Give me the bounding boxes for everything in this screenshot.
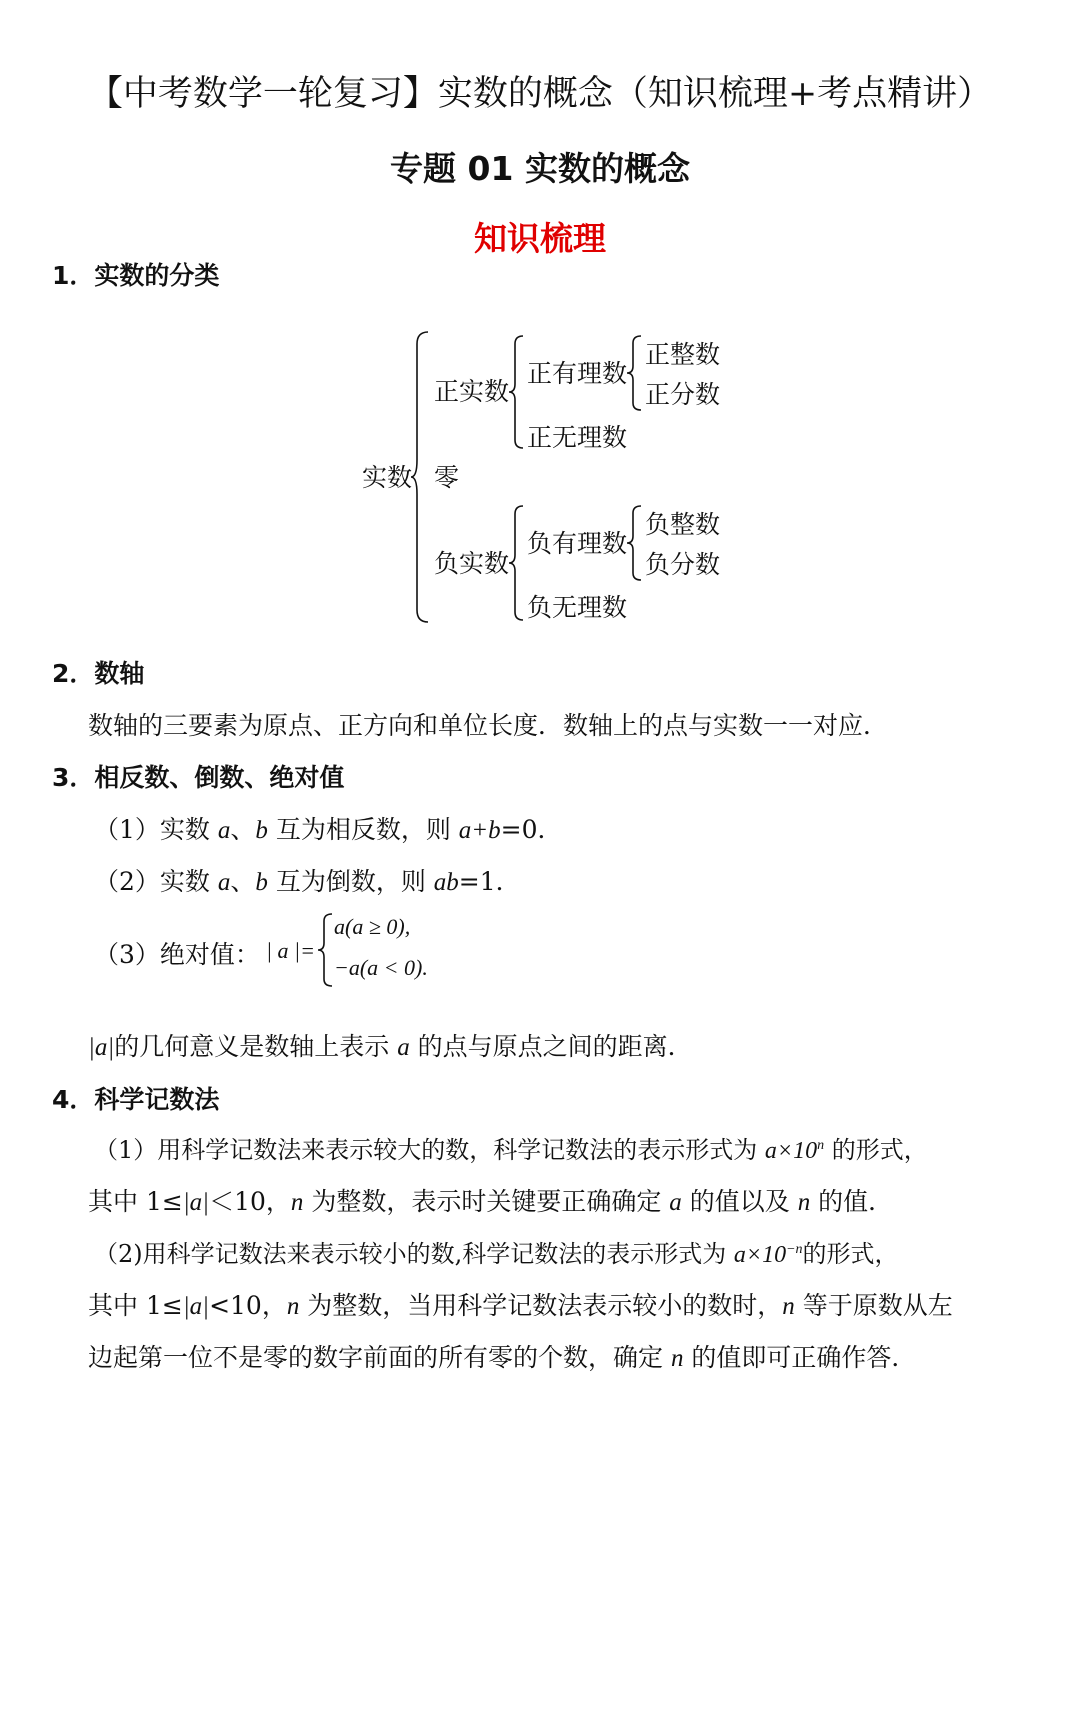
- item3-case-negative: −a(a < 0).: [334, 955, 428, 980]
- p1-part2: 的形式，: [824, 1136, 928, 1164]
- item1-middle: 互为相反数，则: [267, 815, 459, 844]
- p1-l2-part5: 的值．: [810, 1187, 894, 1216]
- item1-suffix: =0．: [500, 815, 563, 844]
- absolute-value-meaning: [88, 1027, 693, 1063]
- p2-var-n2: n: [782, 1293, 795, 1320]
- p2-abs: |a|: [182, 1293, 210, 1320]
- item3-label: （3）绝对值：: [94, 940, 260, 969]
- tree-positive-irrational: 正无理数: [527, 423, 628, 452]
- p2-l2-part3: 为整数，当用科学记数法表示较小的数时，: [299, 1291, 783, 1320]
- p1-var-n2: n: [797, 1189, 811, 1216]
- negative-rational-brace: [629, 504, 643, 582]
- item2-var-a: a: [217, 869, 231, 896]
- positive-brace: [511, 334, 525, 450]
- tree-negative-rational: 负有理数: [527, 529, 628, 558]
- negative-brace: [511, 504, 525, 622]
- geo-abs: |a|: [88, 1034, 115, 1061]
- p2-l2-part1: 其中 1≤: [88, 1291, 183, 1320]
- tree-negative-fraction: 负分数: [645, 550, 721, 579]
- tree-negative-integer: 负整数: [645, 510, 721, 539]
- absolute-value-brace: [320, 912, 334, 988]
- section-3-heading: 3．相反数、倒数、绝对值: [52, 763, 345, 792]
- p1-part1: （1）用科学记数法来表示较大的数，科学记数法的表示形式为: [94, 1136, 765, 1164]
- p2-l2-part2: <10，: [209, 1291, 287, 1320]
- p1-l2-part3: 为整数，表示时关键要正确确定: [303, 1187, 670, 1216]
- p2-part1: （2)用科学记数法来表示较小的数,科学记数法的表示形式为: [94, 1240, 734, 1268]
- tree-negative-irrational: 负无理数: [527, 593, 628, 622]
- sci-large-line2: [88, 1182, 893, 1218]
- item1-var-a: a: [217, 817, 231, 844]
- number-line-text: 数轴的三要素为原点、正方向和单位长度．数轴上的点与实数一一对应．: [88, 711, 889, 740]
- sci-small-line3: [88, 1338, 916, 1374]
- section-4-heading: 4．科学记数法: [52, 1085, 220, 1114]
- topic-title: 专题 01 实数的概念: [390, 149, 690, 188]
- p1-form-exp: n: [817, 1138, 825, 1153]
- item1-formula: a+b: [458, 817, 501, 844]
- p2-var-n3: n: [670, 1345, 684, 1372]
- item1-prefix: （1）实数: [94, 815, 218, 844]
- p2-var-n: n: [286, 1293, 300, 1320]
- reciprocal-item: [94, 862, 521, 898]
- section-title: 知识梳理: [474, 219, 606, 258]
- item2-formula: ab: [433, 869, 459, 896]
- item2-prefix: （2）实数: [94, 867, 218, 896]
- tree-zero: 零: [434, 463, 460, 492]
- tree-positive: 正实数: [434, 377, 510, 406]
- root-brace: [414, 330, 430, 624]
- tree-negative: 负实数: [434, 549, 510, 578]
- opposite-numbers-item: [94, 810, 563, 846]
- item1-var-b: b: [255, 817, 268, 844]
- p1-var-a: a: [669, 1189, 682, 1216]
- p2-part2: 的形式，: [802, 1240, 899, 1268]
- section-2-heading: 2．数轴: [52, 659, 145, 688]
- p1-form-base: a×10: [764, 1138, 818, 1164]
- geo-var: a: [397, 1034, 410, 1061]
- tree-positive-integer: 正整数: [645, 340, 721, 369]
- p2-line3-end: 的值即可正确作答．: [683, 1343, 917, 1372]
- positive-rational-brace: [629, 334, 643, 412]
- item1-sep: 、: [230, 815, 256, 844]
- item2-suffix: =1．: [458, 867, 521, 896]
- sci-small-line2: [88, 1286, 953, 1322]
- section-1-heading: 1．实数的分类: [52, 261, 220, 290]
- item3-case-nonnegative: a(a ≥ 0),: [334, 914, 411, 939]
- geo-text2: 的点与原点之间的距离．: [409, 1032, 693, 1061]
- p1-abs: |a|: [182, 1189, 210, 1216]
- p1-l2-part2: ＜10，: [209, 1187, 291, 1216]
- tree-root: 实数: [362, 463, 413, 492]
- item3-lhs: | a |=: [266, 938, 315, 963]
- sci-small-line1: [94, 1234, 899, 1269]
- p2-line3: 边起第一位不是零的数字前面的所有零的个数，确定: [88, 1343, 671, 1372]
- item2-sep: 、: [230, 867, 256, 896]
- tree-positive-fraction: 正分数: [645, 380, 721, 409]
- p2-l2-part4: 等于原数从左: [794, 1291, 953, 1320]
- item2-middle: 互为倒数，则: [267, 867, 434, 896]
- p2-form-base: a×10: [733, 1242, 787, 1268]
- tree-positive-rational: 正有理数: [527, 359, 628, 388]
- p1-var-n: n: [290, 1189, 304, 1216]
- p1-l2-part1: 其中 1≤: [88, 1187, 183, 1216]
- p2-form-exp: −n: [786, 1242, 803, 1257]
- p1-l2-part4: 的值以及: [681, 1187, 798, 1216]
- geo-text1: 的几何意义是数轴上表示: [114, 1032, 398, 1061]
- main-title: 【中考数学一轮复习】实数的概念（知识梳理+考点精讲）: [87, 74, 993, 114]
- sci-large-line1: [94, 1130, 928, 1165]
- item2-var-b: b: [255, 869, 268, 896]
